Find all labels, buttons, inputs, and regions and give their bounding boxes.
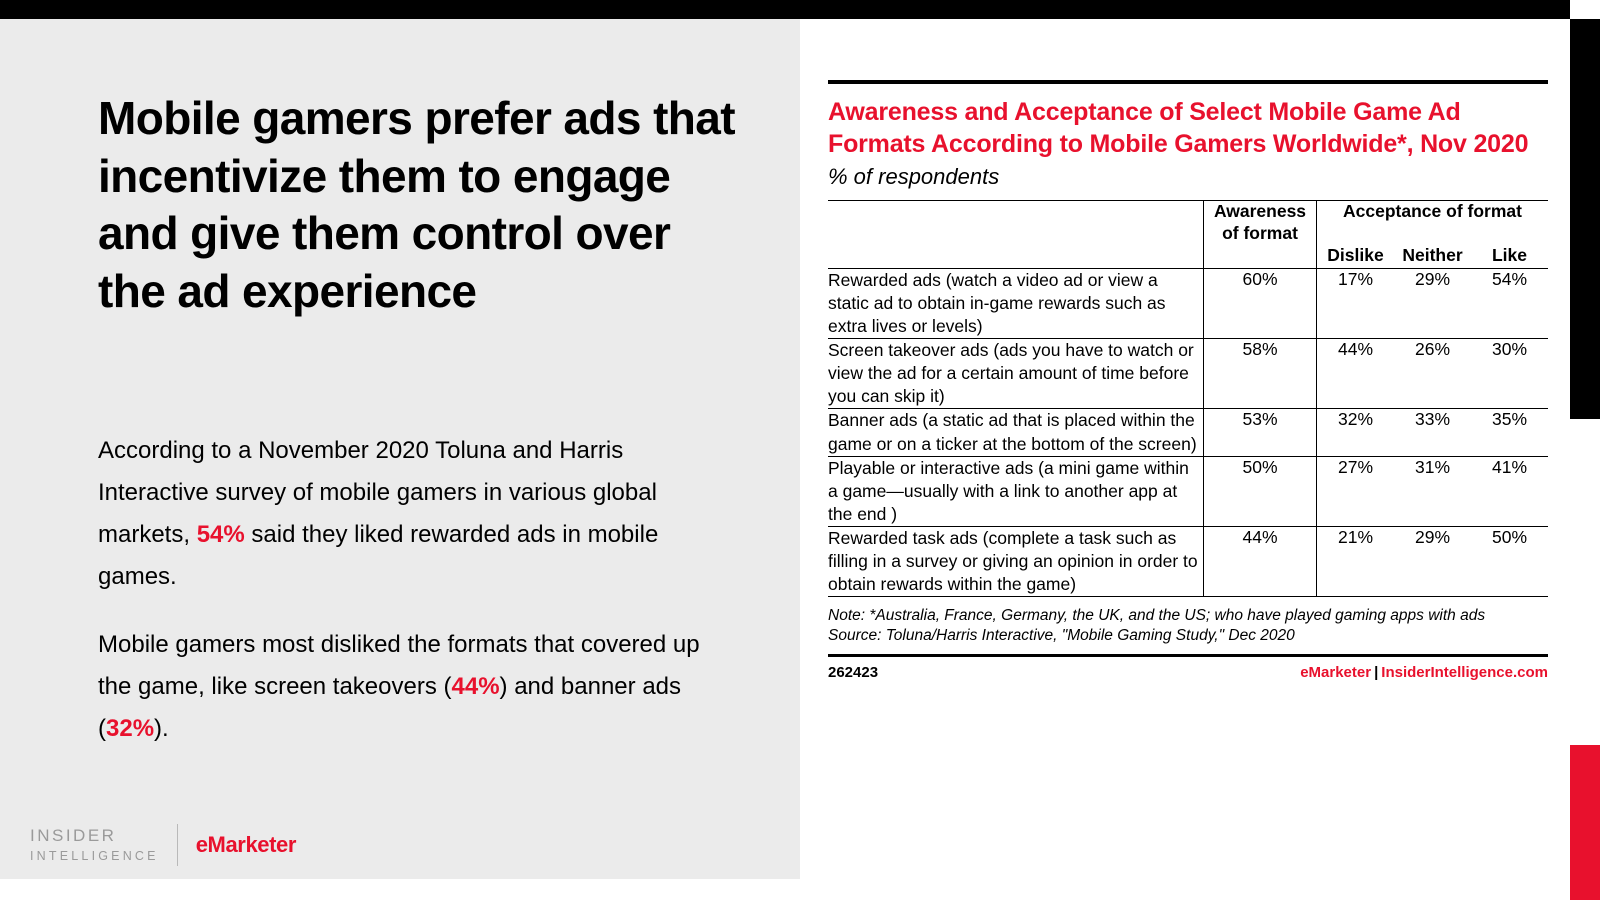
row-dislike: 44% [1317,339,1395,409]
chart-top-rule [828,80,1548,84]
footer-site[interactable]: InsiderIntelligence.com [1381,663,1548,681]
row-dislike: 17% [1317,268,1395,338]
logo-emarketer: eMarketer [195,832,297,857]
row-awareness: 50% [1204,456,1317,526]
row-label: Screen takeover ads (ads you have to watch or view the ad for a certain amount of time before you can skip it) [828,339,1204,409]
logo-insider-intelligence-text [30,825,159,865]
table-row [828,409,1548,456]
footer-brand [1300,664,1548,681]
row-label: Playable or interactive ads (a mini game within a game—usually with a link to another app at the end ) [828,456,1204,526]
table-row [828,456,1548,526]
row-dislike: 32% [1317,409,1395,456]
row-like: 30% [1471,339,1548,409]
subheader-awareness-blank [1204,245,1317,269]
row-like: 41% [1471,456,1548,526]
row-dislike: 27% [1317,456,1395,526]
paragraph-2 [98,624,708,750]
paragraph-1 [98,430,708,598]
subheader-blank-cell [828,245,1204,269]
paragraph-1-pre: According to a November 2020 Toluna and Harris Interactive survey of mobile gamers in various global markets, [98,437,657,548]
row-label: Rewarded ads (watch a video ad or view a static ad to obtain in-game rewards such as extra lives or levels) [828,268,1204,338]
insider-intelligence-logo [30,824,296,866]
right-black-strip [1570,19,1600,419]
top-black-bar [0,0,1570,19]
chart-footer [828,664,1548,681]
row-like: 50% [1471,526,1548,596]
row-awareness: 60% [1204,268,1317,338]
paragraph-2-pre: Mobile gamers most disliked the formats that covered up the game, like screen takeovers ( [98,631,700,700]
chart-source: Source: Toluna/Harris Interactive, "Mobile Gaming Study," Dec 2020 [828,627,1295,645]
paragraph-1-highlight: 54% [196,521,245,548]
paragraph-2-mid: ) and banner ads ( [98,673,682,742]
row-dislike: 21% [1317,526,1395,596]
row-neither: 26% [1394,339,1471,409]
subheader-dislike: Dislike [1317,245,1395,269]
paragraph-2-highlight-2: 32% [106,715,155,742]
row-label: Banner ads (a static ad that is placed within the game or on a ticker at the bottom of the screen) [828,409,1204,456]
paragraph-2-post: ). [154,715,169,742]
row-awareness: 44% [1204,526,1317,596]
row-neither: 29% [1394,268,1471,338]
page-title: Mobile gamers prefer ads that incentivize them to engage and give them control over the ad experience [98,92,735,317]
table-header-group-row [828,201,1548,245]
table-header-sub-row [828,245,1548,269]
row-label: Rewarded task ads (complete a task such as filling in a survey or giving an opinion in order to obtain rewards within the game) [828,526,1204,596]
chart-id: 262423 [828,663,879,681]
footer-separator: | [1374,663,1379,681]
logo-insider-line2: INTELLIGENCE [30,849,159,864]
logo-divider [177,824,178,866]
chart-title: Awareness and Acceptance of Select Mobile Game Ad Formats According to Mobile Gamers Worldwide*, Nov 2020 [828,98,1529,158]
paragraph-2-highlight-1: 44% [451,673,500,700]
chart-note: Note: *Australia, France, Germany, the UK, and the US; who have played gaming apps with ads [828,607,1486,625]
chart-footer-rule [828,654,1548,657]
header-awareness: Awareness of format [1204,201,1317,245]
chart-notes [828,606,1548,646]
footer-emarketer: eMarketer [1300,663,1372,681]
header-blank-cell [828,201,1204,245]
table-row [828,268,1548,338]
table-row [828,526,1548,596]
subheader-like: Like [1471,245,1548,269]
right-red-strip [1570,745,1600,900]
subheader-neither: Neither [1394,245,1471,269]
table-row [828,339,1548,409]
chart-container [828,80,1548,681]
row-like: 35% [1471,409,1548,456]
data-table [828,200,1548,597]
row-awareness: 58% [1204,339,1317,409]
body-copy [98,430,708,776]
header-acceptance: Acceptance of format [1317,201,1549,245]
paragraph-1-post: said they liked rewarded ads in mobile games. [98,521,659,590]
logo-insider-line1: INSIDER [30,826,117,846]
top-bar-right-gap [1570,0,1600,19]
row-neither: 33% [1394,409,1471,456]
row-neither: 31% [1394,456,1471,526]
chart-subtitle: % of respondents [828,164,1000,189]
row-awareness: 53% [1204,409,1317,456]
row-like: 54% [1471,268,1548,338]
row-neither: 29% [1394,526,1471,596]
